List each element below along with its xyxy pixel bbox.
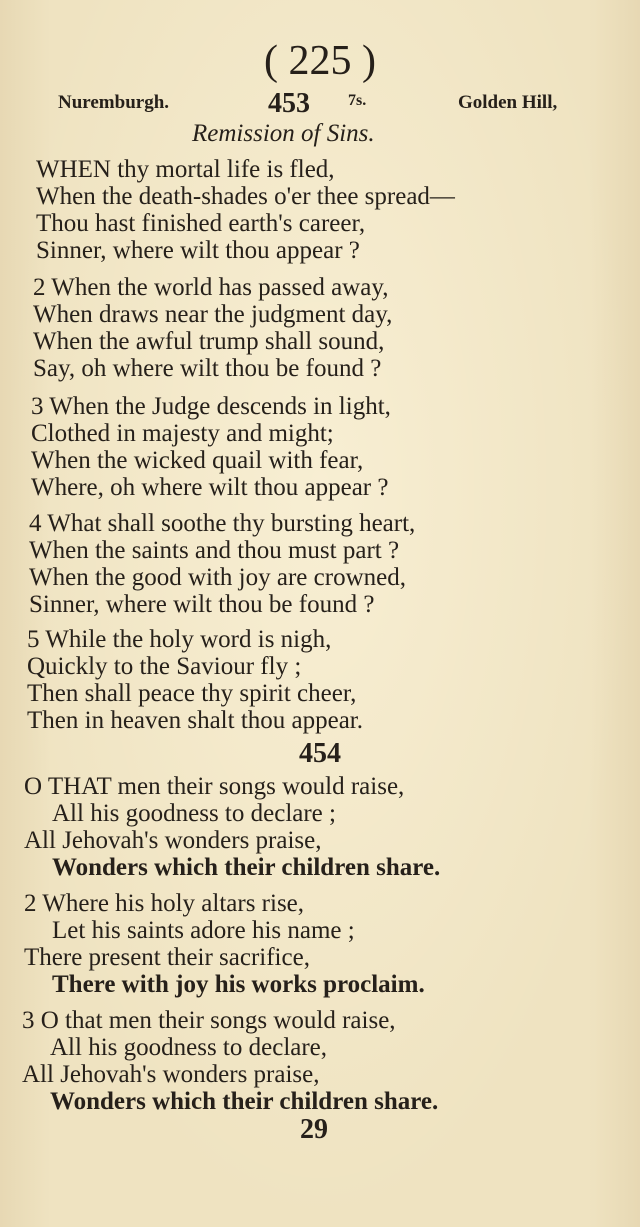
verse-line: When the awful trump shall sound,: [33, 328, 385, 355]
verse-line: 5 While the holy word is nigh,: [27, 626, 332, 653]
verse-line: When the wicked quail with fear,: [31, 447, 364, 474]
meter-label: 7s.: [348, 92, 367, 109]
stanza-453-2: [33, 274, 392, 382]
verse-line: When the death-shades o'er thee spread—: [36, 183, 455, 210]
stanza-453-4: [29, 510, 415, 618]
verse-line: 4 What shall soothe thy bursting heart,: [29, 510, 416, 537]
verse-line: Thou hast finished earth's career,: [36, 210, 366, 237]
verse-line: When the saints and thou must part ?: [29, 537, 400, 564]
verse-line: 2 Where his holy altars rise,: [24, 890, 305, 917]
verse-line: All his goodness to declare,: [50, 1034, 328, 1061]
hymn-number: 453: [268, 88, 310, 119]
verse-line: 3 When the Judge descends in light,: [31, 393, 391, 420]
verse-line: O THAT men their songs would raise,: [24, 773, 405, 800]
verse-line: All Jehovah's wonders praise,: [24, 827, 322, 854]
verse-line: When draws near the judgment day,: [33, 301, 393, 328]
verse-line: Sinner, where wilt thou be found ?: [29, 591, 375, 618]
verse-line: Wonders which their children share.: [52, 854, 441, 881]
signature-mark: 29: [300, 1114, 328, 1145]
verse-line: Let his saints adore his name ;: [52, 917, 355, 944]
stanza-453-5: [27, 626, 363, 734]
verse-line: 3 O that men their songs would raise,: [22, 1007, 396, 1034]
verse-line: Quickly to the Saviour fly ;: [27, 653, 302, 680]
hymn-header: [0, 88, 640, 118]
verse-line: Say, oh where wilt thou be found ?: [33, 355, 382, 382]
verse-line: Then in heaven shalt thou appear.: [27, 707, 363, 734]
hymn-number-454: 454: [299, 738, 341, 769]
verse-line: Where, oh where wilt thou appear ?: [31, 474, 389, 501]
tune-name-right: Golden Hill,: [458, 92, 558, 113]
verse-line: Then shall peace thy spirit cheer,: [27, 680, 357, 707]
hymn-subject: Remission of Sins.: [192, 120, 375, 147]
verse-line: All Jehovah's wonders praise,: [22, 1061, 320, 1088]
verse-line: There present their sacrifice,: [24, 944, 310, 971]
stanza-453-1: [36, 156, 455, 264]
tune-name-left: Nuremburgh.: [58, 92, 170, 113]
verse-line: All his goodness to declare ;: [52, 800, 336, 827]
verse-line: Sinner, where wilt thou appear ?: [36, 237, 360, 264]
stanza-454-3: [22, 1007, 438, 1115]
verse-line: Wonders which their children share.: [50, 1088, 439, 1115]
verse-line: WHEN thy mortal life is fled,: [36, 156, 335, 183]
stanza-454-1: [24, 773, 440, 881]
stanza-454-2: [24, 890, 425, 998]
verse-line: When the good with joy are crowned,: [29, 564, 406, 591]
verse-line: 2 When the world has passed away,: [33, 274, 389, 301]
page-number: ( 225 ): [264, 38, 376, 84]
verse-line: There with joy his works proclaim.: [52, 971, 425, 998]
verse-line: Clothed in majesty and might;: [31, 420, 334, 447]
stanza-453-3: [31, 393, 391, 501]
